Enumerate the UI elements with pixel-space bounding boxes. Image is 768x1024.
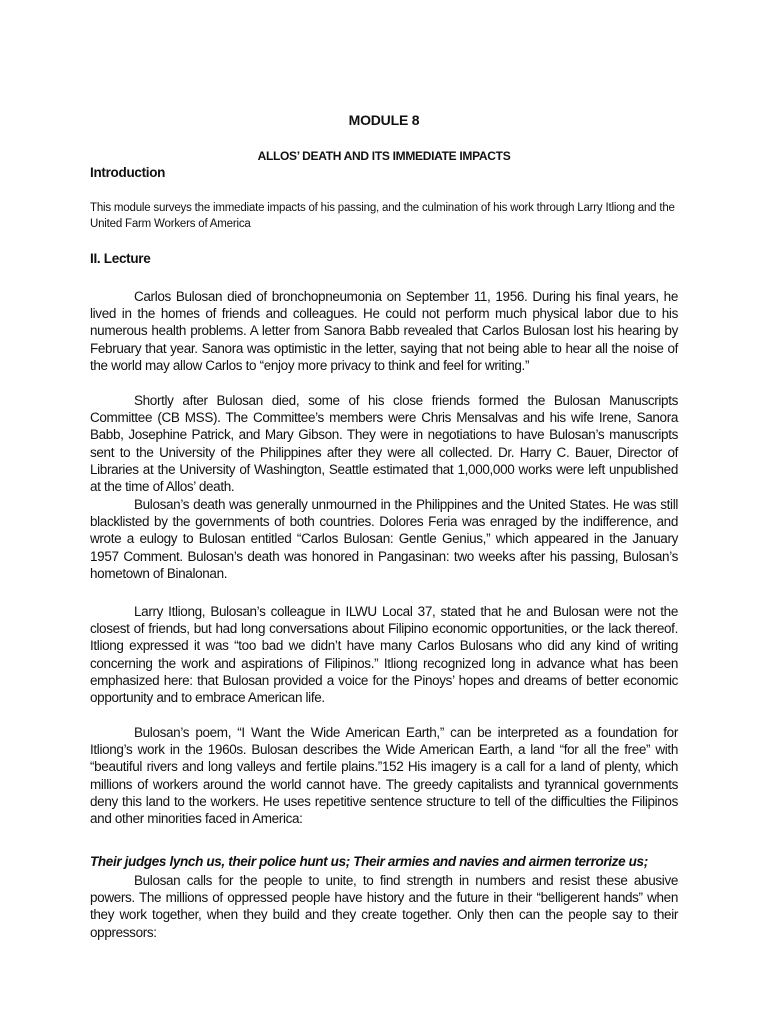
- lecture-paragraph: Bulosan’s poem, “I Want the Wide American Earth,” can be interpreted as a foundation for Itliong’s work in the 1960s. Bulosan describes the Wide American Earth, a land “for all the free” with “beautiful rivers and long valleys and fertile plains.”152 His imagery is a call for a land of plenty, which millions of workers around the world cannot have. The greedy capitalists and tyrannical governments deny this land to the workers. He uses repetitive sentence structure to tell of the difficulties the Filipinos and other minorities faced in America:: [90, 725, 678, 827]
- lecture-heading: II. Lecture: [90, 251, 151, 266]
- closing-paragraph: Bulosan calls for the people to unite, to find strength in numbers and resist these abusive powers. The millions of oppressed people have history and the future in their “belligerent hands” when they work together, when they build and they create together. Only then can the people say to their oppressors:: [90, 873, 678, 940]
- introduction-text: This module surveys the immediate impacts of his passing, and the culmination of his work through Larry Itliong and the United Farm Workers of America: [90, 202, 675, 230]
- lecture-paragraph: Carlos Bulosan died of bronchopneumonia on September 11, 1956. During his final years, he lived in the homes of friends and colleagues. He could not perform much physical labor due to his numerous health problems. A letter from Sanora Babb revealed that Carlos Bulosan lost his hearing by February that year. Sanora was optimistic in the letter, saying that not being able to hear all the noise of the world may allow Carlos to “enjoy more privacy to think and feel for writing.”: [90, 289, 678, 373]
- lecture-paragraph: Larry Itliong, Bulosan’s colleague in ILWU Local 37, stated that he and Bulosan were not the closest of friends, but had long conversations about Filipino economic opportunities, or the lack thereof. Itliong expressed it was “too bad we didn’t have many Carlos Bulosans who did any kind of writing concerning the work and aspirations of Filipinos.” Itliong recognized long in advance what has been emphasized here: that Bulosan provided a voice for the Pinoys’ hopes and dreams of better economic opportunity and to embrace American life.: [90, 604, 678, 706]
- lecture-paragraph: Shortly after Bulosan died, some of his close friends formed the Bulosan Manuscripts Committee (CB MSS). The Committee’s members were Chris Mensalvas and his wife Irene, Sanora Babb, Josephine Patrick, and Mary Gibson. They were in negotiations to have Bulosan’s manuscripts sent to the University of the Philippines after they were all collected. Dr. Harry C. Bauer, Director of Libraries at the University of Washington, Seattle estimated that 1,000,000 works were left unpublished at the time of Allos’ death.: [90, 393, 678, 495]
- module-title: MODULE 8: [348, 112, 420, 128]
- introduction-heading: Introduction: [90, 165, 166, 180]
- poem-quote: Their judges lynch us, their police hunt us; Their armies and navies and airmen terrorize us;: [90, 854, 648, 869]
- module-subtitle: ALLOS’ DEATH AND ITS IMMEDIATE IMPACTS: [257, 149, 511, 163]
- lecture-paragraph: Bulosan’s death was generally unmourned in the Philippines and the United States. He was still blacklisted by the governments of both countries. Dolores Feria was enraged by the indifference, and wrote a eulogy to Bulosan entitled “Carlos Bulosan: Gentle Genius,” which appeared in the January 1957 Comment. Bulosan’s death was honored in Pangasinan: two weeks after his passing, Bulosan’s hometown of Binalonan.: [90, 497, 678, 581]
